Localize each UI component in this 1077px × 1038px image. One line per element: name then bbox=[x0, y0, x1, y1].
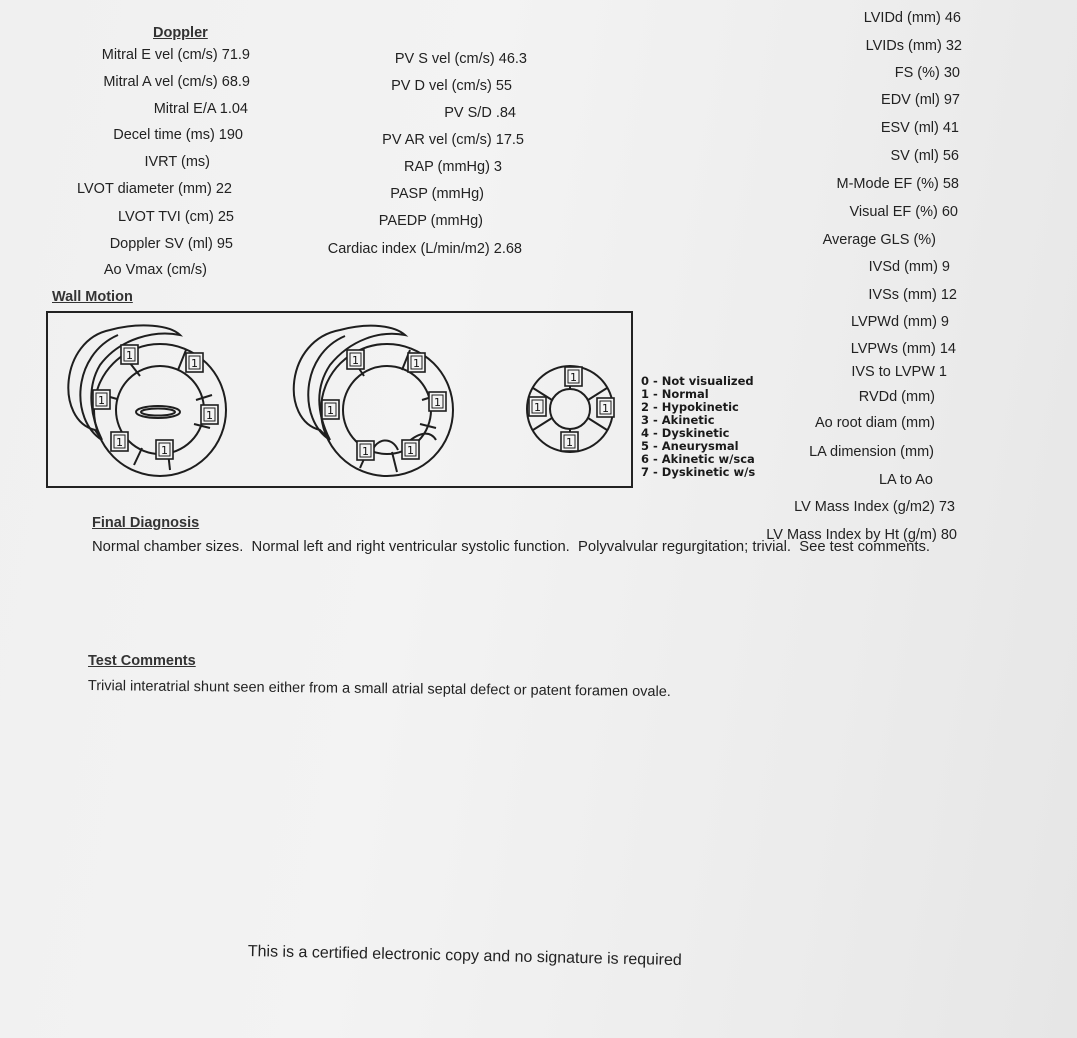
doppler-row: Mitral E vel (cm/s) 71.9 bbox=[101, 47, 250, 63]
segment-score-label: 1 bbox=[161, 444, 168, 457]
segment-score-label: 1 bbox=[362, 445, 369, 458]
pulm-row: RAP (mmHg) 3 bbox=[403, 159, 502, 175]
long-axis-view-illustration bbox=[68, 325, 226, 476]
segment-score-box bbox=[93, 390, 110, 409]
legend-item: 2 - Hypokinetic bbox=[641, 400, 739, 414]
lv-row: SV (ml) 56 bbox=[890, 148, 959, 164]
segment-score-box bbox=[156, 440, 173, 459]
segment-score-label: 1 bbox=[570, 371, 577, 384]
lv-row: IVSd (mm) 9 bbox=[868, 259, 950, 275]
segment-score-label: 1 bbox=[98, 394, 105, 407]
doppler-heading: Doppler bbox=[153, 25, 208, 41]
segment-score-boxes bbox=[93, 345, 614, 460]
lv-row: Ao root diam (mm) bbox=[814, 415, 935, 431]
segment-score-box bbox=[111, 432, 128, 451]
segment-score-label: 1 bbox=[407, 444, 414, 457]
lv-row: LV Mass Index by Ht (g/m) 80 bbox=[766, 527, 957, 543]
segment-score-box bbox=[429, 392, 446, 411]
doppler-row: Mitral A vel (cm/s) 68.9 bbox=[103, 74, 250, 90]
legend-item: 5 - Aneurysmal bbox=[641, 439, 739, 453]
test-comments-heading: Test Comments bbox=[88, 653, 196, 669]
legend-item: 3 - Akinetic bbox=[641, 413, 715, 427]
segment-score-box bbox=[186, 353, 203, 372]
doppler-row: Ao Vmax (cm/s) bbox=[103, 262, 207, 278]
segment-score-label: 1 bbox=[413, 357, 420, 370]
lv-row: LVIDs (mm) 32 bbox=[865, 38, 962, 54]
doppler-row: Mitral E/A 1.04 bbox=[153, 101, 248, 117]
wall-motion-legend bbox=[641, 374, 755, 479]
pulm-row: Cardiac index (L/min/m2) 2.68 bbox=[327, 241, 522, 257]
lv-row: LA dimension (mm) bbox=[809, 444, 934, 460]
segment-score-label: 1 bbox=[534, 401, 541, 414]
lv-row: LVPWd (mm) 9 bbox=[850, 314, 949, 330]
lv-row: M-Mode EF (%) 58 bbox=[836, 176, 959, 192]
segment-score-label: 1 bbox=[434, 396, 441, 409]
legend-item: 6 - Akinetic w/sca bbox=[641, 452, 755, 466]
lv-row: Visual EF (%) 60 bbox=[849, 204, 958, 220]
lv-row: IVS to LVPW 1 bbox=[851, 364, 947, 380]
lv-row: RVDd (mm) bbox=[858, 389, 935, 405]
legend-item: 0 - Not visualized bbox=[641, 374, 754, 388]
lv-row: LA to Ao bbox=[878, 472, 933, 488]
pulm-row: PV S vel (cm/s) 46.3 bbox=[394, 51, 527, 67]
segment-score-label: 1 bbox=[352, 354, 359, 367]
legend-item: 7 - Dyskinetic w/s bbox=[641, 465, 756, 479]
segment-score-label: 1 bbox=[206, 409, 213, 422]
pulm-row: PASP (mmHg) bbox=[390, 186, 484, 202]
segment-score-label: 1 bbox=[191, 357, 198, 370]
segment-score-box bbox=[408, 353, 425, 372]
segment-score-box bbox=[597, 398, 614, 417]
final-diagnosis-text: Normal chamber sizes. Normal left and right ventricular systolic function. Polyvalvular regurgitation; trivial. See test comments. bbox=[92, 539, 930, 555]
lv-row: ESV (ml) 41 bbox=[880, 120, 959, 136]
pulm-row: PV S/D .84 bbox=[444, 105, 516, 121]
lv-row: IVSs (mm) 12 bbox=[868, 287, 957, 303]
segment-score-label: 1 bbox=[566, 436, 573, 449]
lv-row: LVPWs (mm) 14 bbox=[850, 341, 956, 357]
doppler-row: IVRT (ms) bbox=[144, 154, 210, 170]
segment-score-label: 1 bbox=[602, 402, 609, 415]
wall-motion-heading: Wall Motion bbox=[52, 289, 133, 305]
legend-item: 4 - Dyskinetic bbox=[641, 426, 730, 440]
certification-footer: This is a certified electronic copy and no signature is required bbox=[247, 943, 682, 970]
segment-score-label: 1 bbox=[327, 404, 334, 417]
lv-row: Average GLS (%) bbox=[822, 232, 936, 248]
segment-score-box bbox=[201, 405, 218, 424]
segment-score-box bbox=[347, 350, 364, 369]
segment-score-box bbox=[565, 367, 582, 386]
doppler-row: Doppler SV (ml) 95 bbox=[109, 236, 233, 252]
segment-score-box bbox=[529, 397, 546, 416]
doppler-row: LVOT TVI (cm) 25 bbox=[117, 209, 234, 225]
pulm-row: PAEDP (mmHg) bbox=[378, 213, 483, 229]
segment-score-box bbox=[357, 441, 374, 460]
lv-row: LV Mass Index (g/m2) 73 bbox=[794, 499, 955, 515]
lv-row: FS (%) 30 bbox=[894, 65, 960, 81]
segment-score-box bbox=[121, 345, 138, 364]
test-comments-text: Trivial interatrial shunt seen either from a small atrial septal defect or patent foramen ovale. bbox=[87, 678, 671, 701]
segment-score-box bbox=[322, 400, 339, 419]
segment-score-box bbox=[561, 432, 578, 451]
pulm-row: PV D vel (cm/s) 55 bbox=[391, 78, 512, 94]
lv-row: EDV (ml) 97 bbox=[881, 92, 960, 108]
lv-row: LVIDd (mm) 46 bbox=[863, 10, 961, 26]
segment-score-label: 1 bbox=[126, 349, 133, 362]
doppler-row: LVOT diameter (mm) 22 bbox=[77, 181, 232, 197]
segment-score-label: 1 bbox=[116, 436, 123, 449]
legend-item: 1 - Normal bbox=[641, 387, 709, 401]
pulm-row: PV AR vel (cm/s) 17.5 bbox=[382, 132, 524, 148]
final-diagnosis-heading: Final Diagnosis bbox=[92, 515, 200, 531]
doppler-row: Decel time (ms) 190 bbox=[113, 127, 243, 143]
segment-score-box bbox=[402, 440, 419, 459]
